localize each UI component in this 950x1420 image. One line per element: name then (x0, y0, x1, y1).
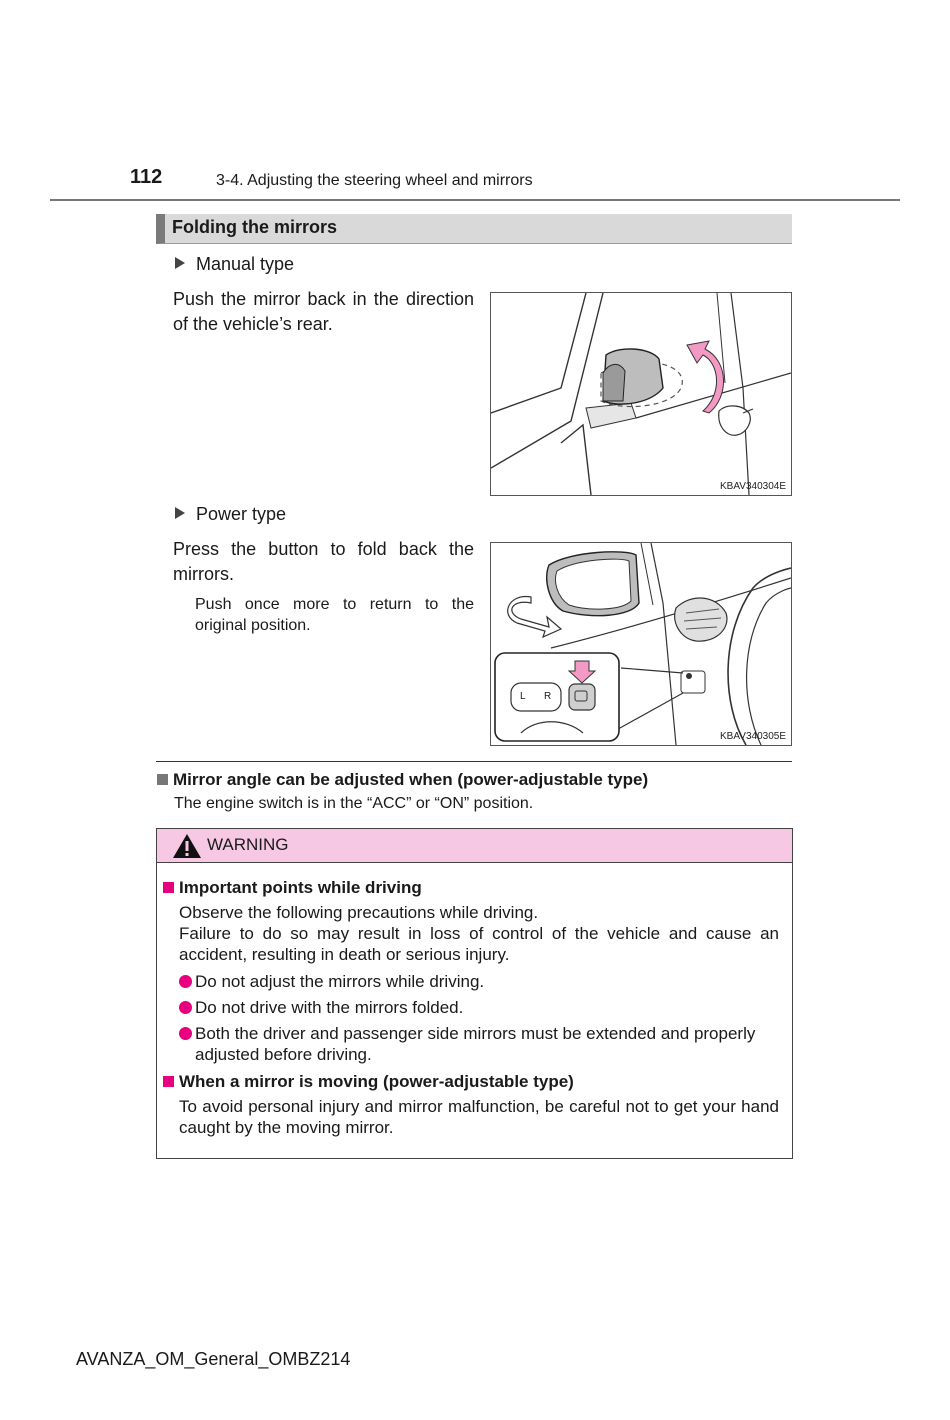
warning-point1-line2: Failure to do so may result in loss of control of the vehicle and cause an accident, resulting in death or serious injury. (179, 924, 779, 964)
switch-left-label: L (520, 691, 526, 702)
info-title: Mirror angle can be adjusted when (power-adjustable type) (173, 770, 649, 789)
manual-figure-code: KBAV340304E (720, 481, 786, 492)
page-number: 112 (130, 166, 163, 188)
power-type-label: Power type (196, 504, 287, 524)
manual-type-label: Manual type (196, 254, 295, 274)
chapter-title: 3-4. Adjusting the steering wheel and mirrors (216, 172, 533, 189)
warning-point1-heading (163, 878, 422, 898)
magenta-bullet-icon (179, 1027, 192, 1040)
manual-mirror-figure (490, 292, 792, 496)
footer-doc-id: AVANZA_OM_General_OMBZ214 (76, 1349, 351, 1369)
warning-point2-heading (163, 1072, 574, 1092)
section-divider (156, 761, 792, 762)
magenta-bullet-icon (179, 1001, 192, 1014)
info-heading (157, 770, 648, 790)
gray-square-icon (157, 774, 168, 785)
magenta-square-icon (163, 882, 174, 893)
manual-mirror-illustration (491, 293, 791, 495)
warning-point2-title: When a mirror is moving (power-adjustable type) (179, 1072, 574, 1091)
magenta-square-icon (163, 1076, 174, 1087)
power-type-text: Press the button to fold back the mirrors. (173, 539, 474, 584)
power-mirror-illustration (491, 543, 791, 745)
warning-label: WARNING (207, 835, 289, 854)
warning-bullet-item (179, 1023, 784, 1065)
power-figure-code: KBAV340305E (720, 731, 786, 742)
warning-point2-text: To avoid personal injury and mirror malfunction, be careful not to get your hand caught by the moving mirror. (179, 1097, 779, 1137)
warning-bullet-item (179, 971, 784, 992)
manual-type-text: Push the mirror back in the direction of the vehicle’s rear. (173, 289, 474, 334)
warning-bullet-text: Do not drive with the mirrors folded. (195, 998, 464, 1017)
section-title: Folding the mirrors (172, 217, 338, 237)
warning-point1-line1: Observe the following precautions while driving. (179, 903, 539, 922)
warning-bullet-item (179, 997, 784, 1018)
power-mirror-figure (490, 542, 792, 746)
triangle-bullet-icon (175, 257, 185, 269)
warning-bullet-text: Both the driver and passenger side mirrors must be extended and properly adjusted before driving. (195, 1024, 756, 1064)
power-type-heading (175, 504, 286, 525)
triangle-bullet-icon (175, 507, 185, 519)
manual-type-heading (175, 254, 294, 275)
magenta-bullet-icon (179, 975, 192, 988)
warning-point1-title: Important points while driving (179, 878, 422, 897)
warning-bullet-text: Do not adjust the mirrors while driving. (195, 972, 485, 991)
switch-right-label: R (544, 691, 552, 702)
info-text: The engine switch is in the “ACC” or “ON” position. (174, 795, 534, 812)
warning-triangle-icon (172, 833, 202, 859)
header-divider (50, 199, 900, 201)
power-type-note: Push once more to return to the original position. (195, 596, 474, 634)
